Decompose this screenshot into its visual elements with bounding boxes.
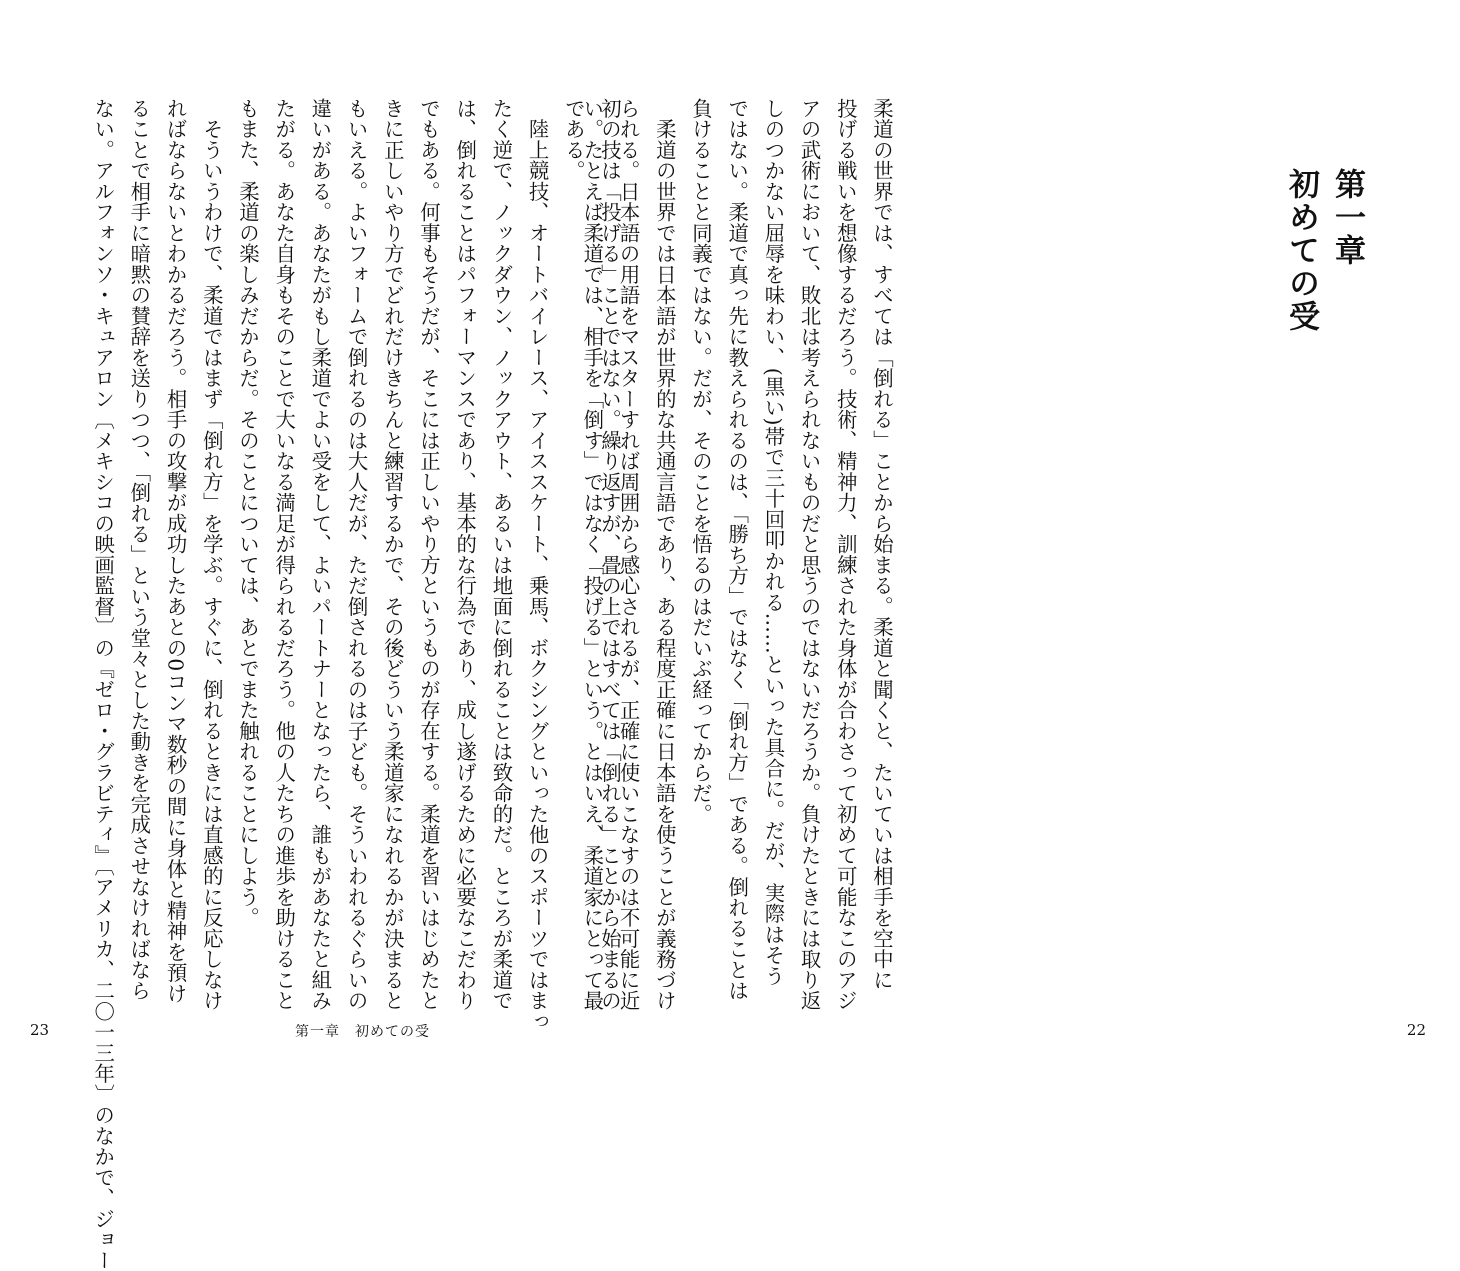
text-line: ではない。柔道で真っ先に教えられるのは、「勝ち方」ではなく「倒れ方」である。倒れることは [725, 98, 750, 1001]
text-line: である。 [561, 98, 586, 181]
chapter-number: 第一章 [1329, 168, 1365, 267]
text-line: たがる。あなた自身もそのことで大いなる満足が得られるだろう。他の人たちの進歩を助けること [272, 98, 297, 1011]
page-number: 23 [30, 1021, 50, 1039]
text-line: ればならないとわかるだろう。相手の攻撃が成功したあとの0コンマ数秒の間に身体と精神を預け [163, 98, 188, 1004]
text-line: きに正しいやり方でどれだけきちんと練習するかで、その後どういう柔道家になれるかが決まると [380, 98, 405, 1011]
chapter-heading [1278, 168, 1370, 368]
text-line: 陸上競技、オートバイレース、アイススケート、乗馬、ボクシングといった他のスポーツではまっ [525, 98, 550, 1032]
text-line: 柔道の世界では日本語が世界的な共通言語であり、ある程度正確に日本語を使うことが義務づけ [652, 98, 677, 1011]
text-line: 違いがある。あなたがもし柔道でよい受をして、よいパートナーとなったら、誰もがあなたと組み [308, 98, 333, 1011]
text-line: たく逆で、ノックダウン、ノックアウト、あるいは地面に倒れることは致命的だ。ところが柔道で [489, 98, 514, 1011]
chapter-title: 初めての受 [1283, 168, 1319, 333]
text-line: 負けることと同義ではない。だが、そのことを悟るのはだいぶ経ってからだ。 [688, 98, 713, 825]
text-line: ない。アルフォンソ・キュアロン〔メキシコの映画監督〕の『ゼロ・グラビティ』〔アメリカ、二〇一三年〕のなかで、ジョー [91, 98, 116, 1271]
text-line: 初の技は「投げる」ことではない。繰り返すが、畳の上ではすべては「倒れる」ことから始まるの [598, 98, 622, 1011]
text-line: られる。日本語の用語をマスターすれば周囲から感心されるが、正確に使いこなすのは不可能に近 [616, 98, 641, 1011]
text-line: アの武術において、敗北は考えられないものだと思うのではないだろうか。負けたときには取り返 [797, 98, 822, 1011]
text-line: は、倒れることはパフォーマンスであり、基本的な行為であり、成し遂げるために必要なこだわり [453, 98, 478, 1011]
text-line: でもある。何事もそうだが、そこには正しいやり方というものが存在する。柔道を習いはじめたと [416, 98, 441, 1011]
text-line: 投げる戦いを想像するだろう。技術、精神力、訓練された身体が合わさって初めて可能なこのアジ [833, 98, 858, 1011]
page-number: 22 [1406, 1021, 1426, 1039]
text-line: もいえる。よいフォームで倒れるのは大人だが、ただ倒されるのは子ども。そういわれるぐらいの [344, 98, 369, 1011]
text-line: しのつかない屈辱を味わい、(黒い)帯で三十回叩かれる……といった具合に。だが、実際はそう [761, 98, 786, 987]
text-line: い。たとえば柔道では、相手を「倒す」ではなく「投げる」という。とはいえ、柔道家にとって最 [580, 98, 605, 1011]
text-line: もまた、柔道の楽しみだからだ。そのことについては、あとでまた触れることにしよう。 [235, 98, 260, 928]
text-line: そういうわけで、柔道ではまず「倒れ方」を学ぶ。すぐに、倒れるときには直感的に反応しなけ [199, 98, 224, 1011]
running-header: 第一章 初めての受 [295, 1024, 430, 1040]
text-line: 柔道の世界では、すべては「倒れる」ことから始まる。柔道と聞くと、たいていは相手を空中に [870, 98, 894, 991]
right-page-body-text [574, 98, 900, 1011]
text-line: ることで相手に暗黙の賛辞を送りつつ、「倒れる」という堂々とした動きを完成させなければなら [127, 98, 152, 1001]
